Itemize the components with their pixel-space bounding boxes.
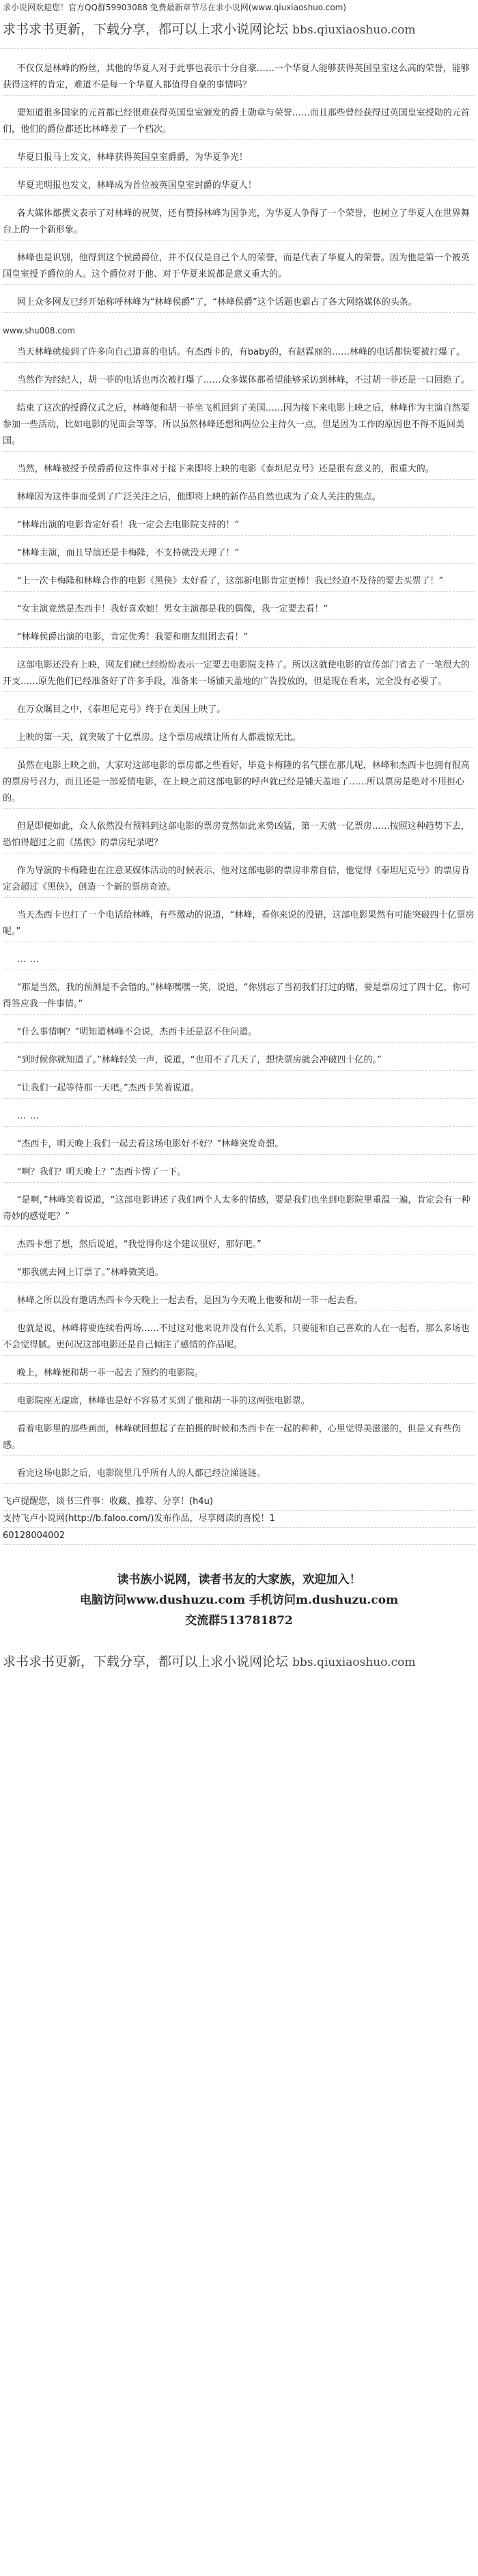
article-paragraph: 也就是说，林峰将要连续看两场……不过这对他来说并没有什么关系，只要能和自己喜欢的人在一起看，那么多场也不会觉得腻。更何况这部电影还是自己倾注了感情的作品呢。 [3, 1321, 475, 1356]
article-paragraph: 上映的第一天，就突破了十亿票房。这个票房成绩让所有人都震惊无比。 [3, 730, 475, 748]
article-paragraph: “是啊，”林峰笑着说道，“这部电影讲述了我们两个人太多的情感，要是我们也坐到电影院里重温一遍，肯定会有一种奇妙的感觉吧？” [3, 1192, 475, 1227]
forum-link[interactable]: bbs.qiuxiaoshuo.com [292, 23, 416, 37]
article-paragraph: 林峰之所以没有邀请杰西卡今天晚上一起去看，是因为今天晚上他要和胡一菲一起去看。 [3, 1293, 475, 1311]
article-paragraph: “女主演竟然是杰西卡！我好喜欢她！男女主演都是我的偶像，我一定要去看！” [3, 601, 475, 620]
footer-note-2[interactable]: 支持飞卢小说网(http://b.faloo.com/)发布作品，尽享阅读的喜悦！1 [3, 1511, 475, 1528]
banner-slogan: 求书求书更新，下载分享，都可以上求小说网论坛 [3, 22, 289, 37]
article-paragraph: 各大媒体都撰文表示了对林峰的祝贺，还有赞扬林峰为国争光，为华夏人争得了一个荣誉，也树立了华夏人在世界舞台上的一个新形象。 [3, 206, 475, 241]
article-paragraph: 网上众多网友已经开始称呼林峰为“林峰侯爵”了，“林峰侯爵”这个话题也霸占了各大网络媒体的头条。 [3, 294, 475, 313]
article-paragraph: “林峰出演的电影肯定好看！我一定会去电影院支持的！” [3, 517, 475, 536]
article-paragraph: “杰西卡，明天晚上我们一起去看这场电影好不好？”林峰突发奇想。 [3, 1136, 475, 1155]
footer-notes [0, 1494, 478, 1545]
forum-link-bottom[interactable]: bbs.qiuxiaoshuo.com [292, 1656, 416, 1669]
article-paragraph: 虽然在电影上映之前，大家对这部电影的票房都之些看好，毕竟卡梅隆的名气摆在那儿呢，林峰和杰西卡也拥有很高的票房号召力，而且还是一部爱情电影，在上映之前这部电影的呼声就已经是铺天盖地了……所以票房是绝对不用担心的。 [3, 758, 475, 809]
article-paragraph: 不仅仅是林峰的粉丝，其他的华夏人对于此事也表示十分自豪……一个华夏人能够获得英国皇室这么高的荣誉，能够获得这样的肯定，难道不是每一个华夏人都值得自豪的事情吗？ [3, 61, 475, 96]
article-paragraph: 看着电影里的那些画面，林峰就回想起了在拍摄的时候和杰西卡在一起的种种，心里觉得美滋滋的，但是又有些伤感。 [3, 1421, 475, 1456]
article-paragraph: 林峰也是识别，他得到这个侯爵爵位，并不仅仅是自己个人的荣誉，而是代表了华夏人的荣誉。因为他是第一个被英国皇室授予爵位的人。这个爵位对于他、对于华夏来说都是意义重大的。 [3, 250, 475, 285]
article-paragraph: “林峰主演，而且导演还是卡梅隆，不支持就没天理了！” [3, 545, 475, 564]
article-paragraph: 在万众瞩目之中，《泰坦尼克号》终于在美国上映了。 [3, 702, 475, 720]
article-paragraph: “那是当然，我的预测是不会错的。”林峰嘿嘿一笑，说道，“你别忘了当初我们打过的赌，要是票房过了四十亿，你可得答应我一件事情。” [3, 980, 475, 1015]
article-paragraph: 电影院座无虚席，林峰也是好不容易才买到了他和胡一菲的这两张电影票。 [3, 1393, 475, 1412]
article-paragraph: 当天杰西卡也打了一个电话给林峰，有些激动的说道，“林峰，看你来说的没错，这部电影果然有可能突破四十亿票房呢。” [3, 907, 475, 942]
article-paragraph: 当然，林峰被授予侯爵爵位这件事对于接下来即将上映的电影《泰坦尼克号》还是很有意义的，很重大的。 [3, 461, 475, 480]
article-paragraph: 但是即便如此，众人依然没有预料到这部电影的票房竟然如此来势凶猛，第一天就一亿票房……按照这种趋势下去，恐怕得超过之前《黑侠》的票房纪录吧？ [3, 819, 475, 853]
article-paragraph: “让我们一起等待那一天吧。”杰西卡笑着说道。 [3, 1080, 475, 1099]
promo-line-3: 交流群513781872 [185, 1614, 293, 1628]
article-paragraph: 当天林峰就接到了许多向自己道喜的电话。有杰西卡的，有baby的，有赵霖丽的……林峰的电话都快要被打爆了。 [3, 344, 475, 363]
article-paragraph: 结束了这次的授爵仪式之后，林峰便和胡一菲坐飞机回到了美国……因为接下来电影上映之后，林峰作为主演自然要参加一些活动，比如电影的见面会等等。所以虽然林峰还想和两位公主待久一点，但是因为工作的原因也不得不返回美国。 [3, 400, 475, 452]
site-notice: 求小说网欢迎您！官方QQ群59903088 免费最新章节尽在求小说网(www.qiuxiaoshuo.com) [3, 3, 347, 12]
article-paragraph: “啊？我们？明天晚上？”杰西卡愣了一下。 [3, 1164, 475, 1183]
article-paragraph: 看完这场电影之后，电影院里几乎所有人的人都已经泣涕涟涟。 [3, 1466, 475, 1484]
site-banner [0, 18, 478, 48]
promo-line-1: 读书族小说网，读者书友的大家族，欢迎加入！ [117, 1573, 361, 1587]
article-paragraph: “林峰侯爵出演的电影，肯定优秀！我要和朋友组团去看！” [3, 629, 475, 648]
article-paragraph: 这部电影还没有上映，网友们就已经纷纷表示一定要去电影院支持了。所以这就使电影的宣传部门省去了一笔很大的开支……原先他们已经准备好了许多手段，准备来一场铺天盖地的广告投放的，但是现在看来，完全没有必要了。 [3, 657, 475, 692]
article-paragraph: “到时候你就知道了。”林峰轻笑一声，说道，“也用不了几天了，想快票房就会冲破四十亿的。” [3, 1052, 475, 1071]
header-divider [0, 48, 478, 49]
article-paragraph: 作为导演的卡梅隆也在注意某媒体活动的时候表示，他对这部电影的票房非常自信，他觉得《泰坦尼克号》的票房肯定会超过《黑侠》，创造一个新的票房奇迹。 [3, 863, 475, 898]
article-paragraph: 要知道很多国家的元首都已经很难获得英国皇室颁发的爵士勋章与荣誉……而且那些曾经获得过英国皇室授勋的元首们，他们的爵位都还比林峰差了一个档次。 [3, 105, 475, 140]
site-banner-bottom [0, 1652, 478, 1670]
article-paragraph: “什么事情啊？”明知道林峰不会说，杰西卡还是忍不住问道。 [3, 1024, 475, 1043]
article-paragraph: 华夏光明报也发文，林峰成为首位被英国皇室封爵的华夏人！ [3, 178, 475, 196]
article-paragraph: “上一次卡梅隆和林峰合作的电影《黑侠》太好看了，这部新电影肯定更棒！我已经迫不及待的要去买票了！” [3, 573, 475, 592]
article-paragraph: …… [3, 952, 475, 970]
footer-note-1: 飞卢提醒您，谈书三件事：收藏、推荐、分享！(h4u) [3, 1494, 475, 1511]
banner-slogan-bottom: 求书求书更新，下载分享，都可以上求小说网论坛 [3, 1654, 289, 1669]
article-paragraph: …… [3, 1108, 475, 1127]
inline-site-url[interactable]: www.shu008.com [3, 326, 75, 335]
footer-note-3: 60128004002 [3, 1528, 475, 1545]
article-paragraph: 华夏日报马上发文，林峰获得英国皇室爵爵，为华夏争光！ [3, 150, 475, 168]
article-paragraph: “那我就去网上订票了。”林峰微笑道。 [3, 1265, 475, 1283]
article-paragraph: 杰西卡想了想，然后说道，“我觉得你这个建议很好，那好吧。” [3, 1237, 475, 1255]
article-paragraph: 当然作为经纪人，胡一菲的电话也再次被打爆了……众多媒体都希望能够采访到林峰，不过胡一菲还是一口回绝了。 [3, 372, 475, 391]
article-body [0, 61, 478, 1484]
promo-block [0, 1570, 478, 1631]
article-paragraph: 林峰因为这件事而受到了广泛关注之后，他即将上映的新作品自然也成为了众人关注的焦点。 [3, 489, 475, 508]
article-paragraph: 晚上，林峰便和胡一菲一起去了预约的电影院。 [3, 1365, 475, 1384]
promo-line-2[interactable]: 电脑访问www.dushuzu.com 手机访问m.dushuzu.com [79, 1593, 399, 1607]
